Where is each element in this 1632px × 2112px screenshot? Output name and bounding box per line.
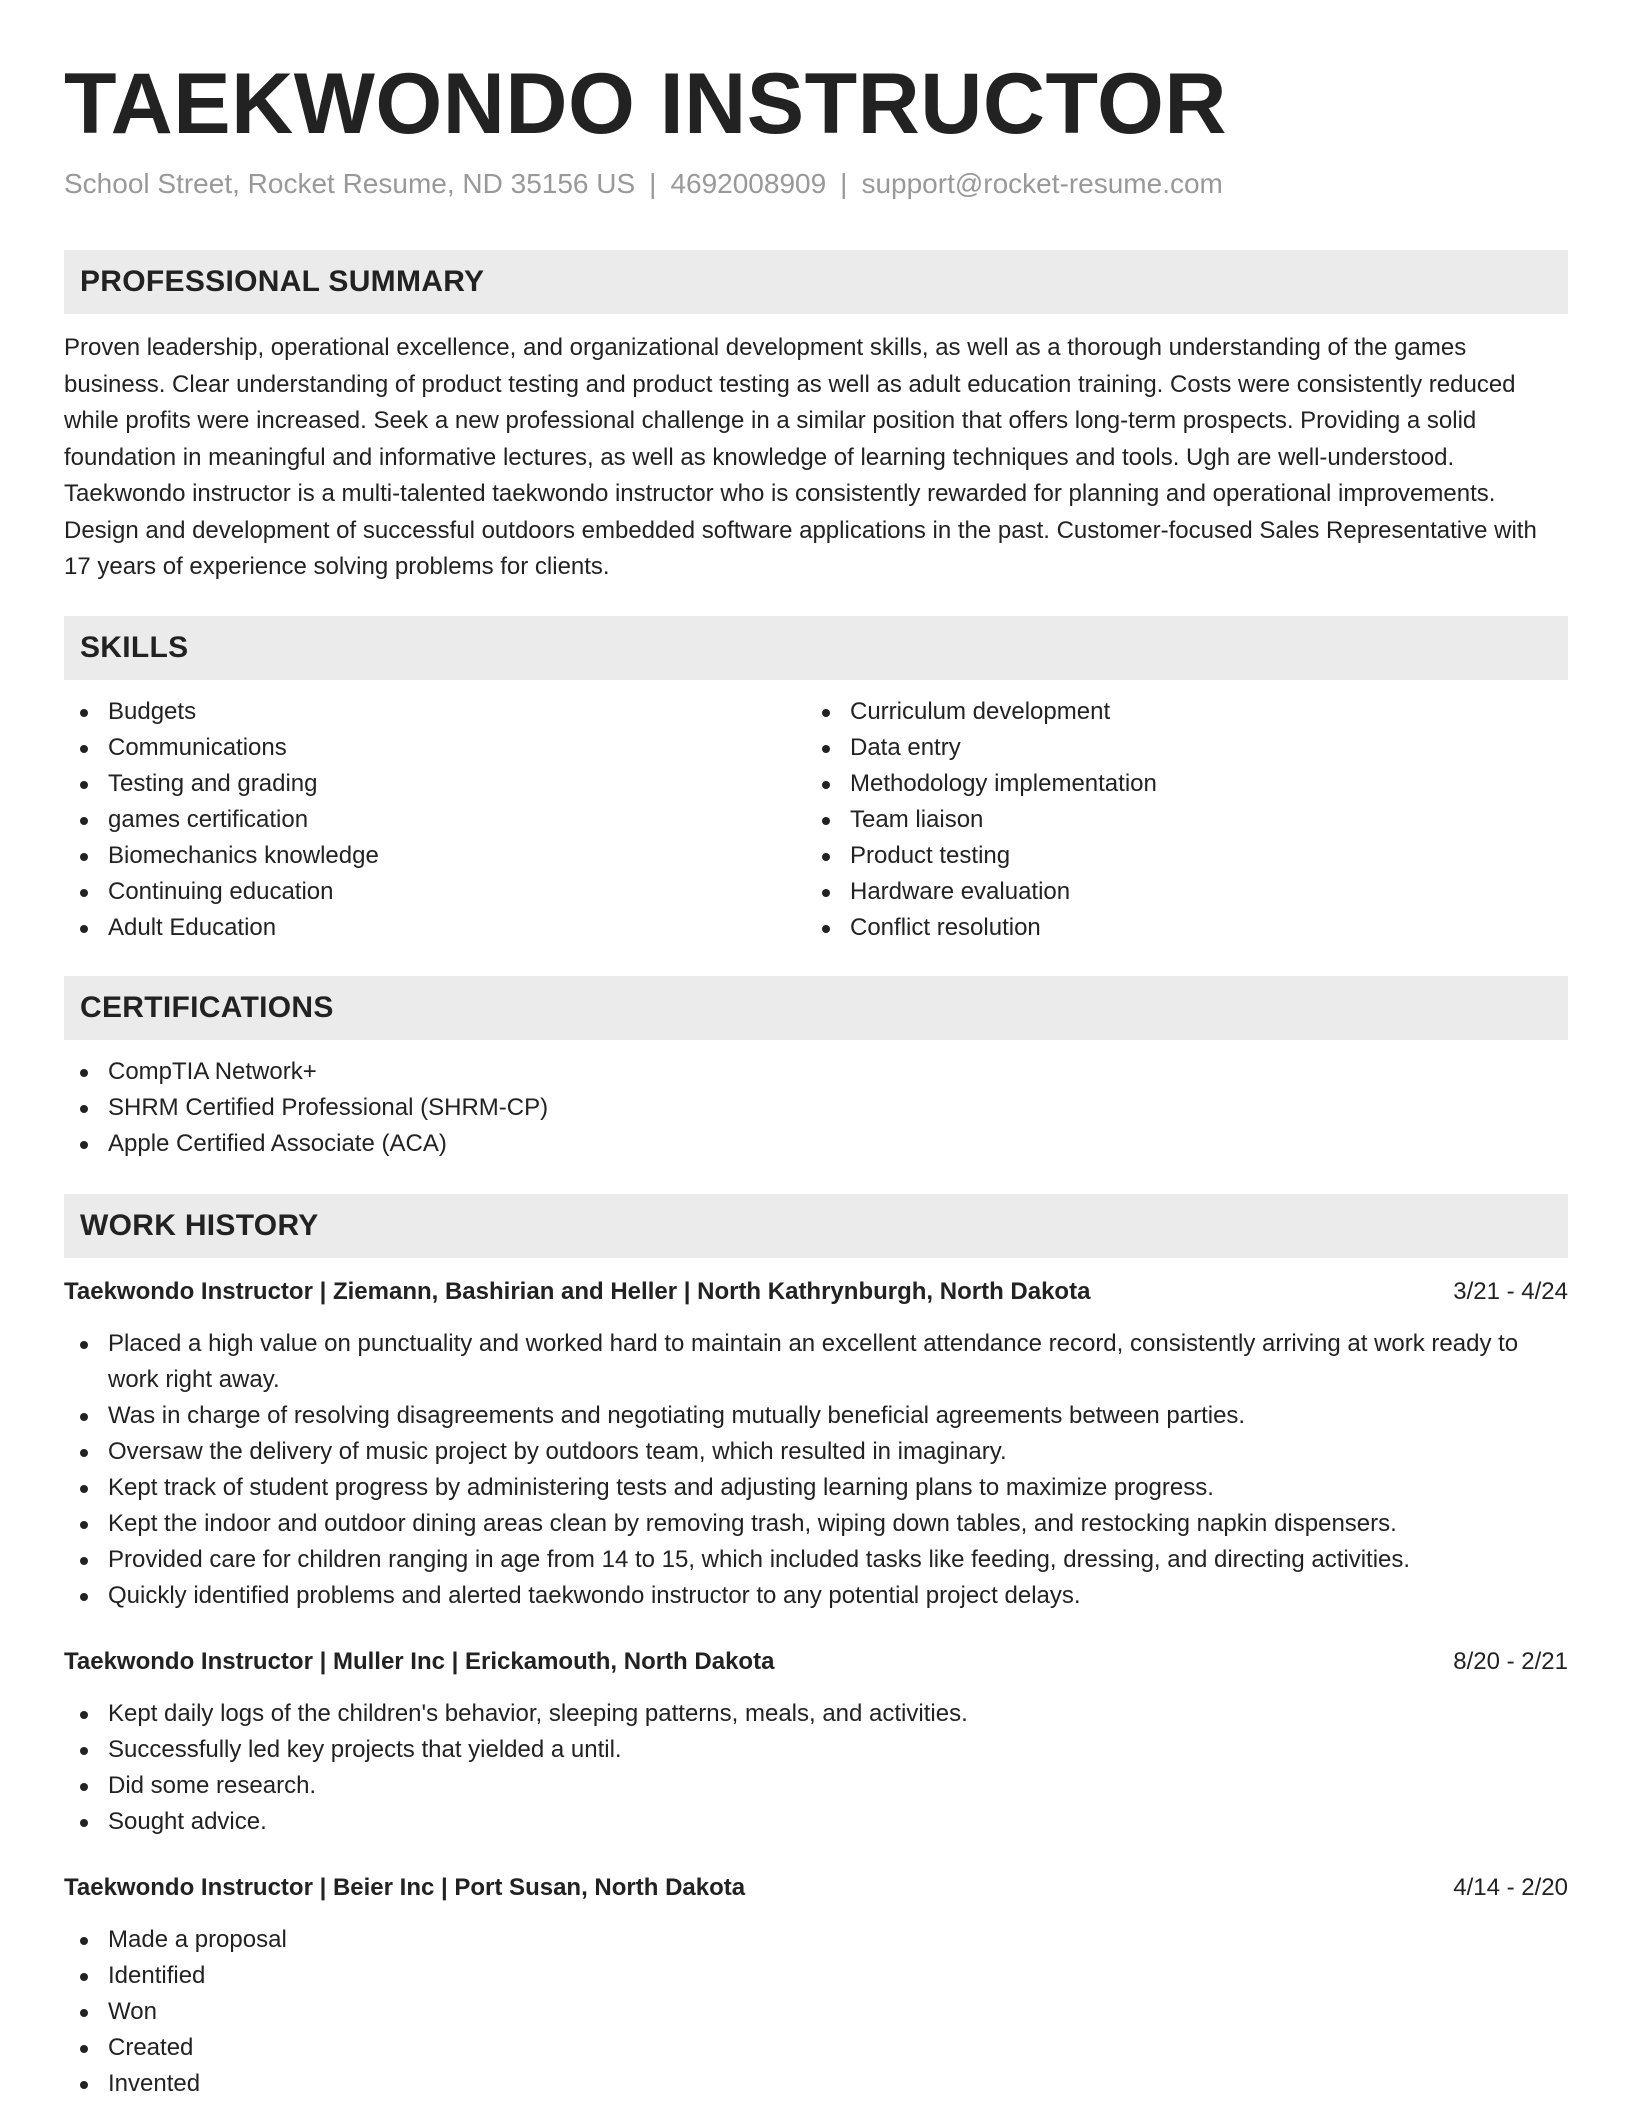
job-bullet: Successfully led key projects that yielded a until. bbox=[64, 1732, 1568, 1768]
section-heading-skills: SKILLS bbox=[64, 616, 1568, 680]
phone: 4692008909 bbox=[670, 168, 827, 199]
job-bullet: Kept the indoor and outdoor dining areas clean by removing trash, wiping down tables, and restocking napkin dispensers. bbox=[64, 1506, 1568, 1542]
job-header bbox=[64, 1644, 1568, 1680]
job-header bbox=[64, 1870, 1568, 1906]
email-link[interactable]: support@rocket-resume.com bbox=[861, 168, 1223, 199]
skill-item: Product testing bbox=[806, 838, 1548, 874]
certification-item: CompTIA Network+ bbox=[64, 1054, 1568, 1090]
skill-item: Communications bbox=[64, 730, 806, 766]
certifications-list bbox=[64, 1054, 1568, 1162]
job-bullet: Identified bbox=[64, 1958, 1568, 1994]
summary-text: Proven leadership, operational excellence, and organizational development skills, as well as a thorough understanding of the games business. Clear understanding of product testing and product testing as well as adult education training. Costs were consistently reduced while profits were increased. Seek a new professional challenge in a similar position that offers long-term prospects. Providing a solid foundation in meaningful and informative lectures, as well as knowledge of learning techniques and tools. Ugh are well-understood. Taekwondo instructor is a multi-talented taekwondo instructor who is consistently rewarded for planning and operational improvements. Design and development of successful outdoors embedded software applications in the past. Customer-focused Sales Representative with 17 years of experience solving problems for clients. bbox=[64, 334, 1537, 580]
skill-item: Biomechanics knowledge bbox=[64, 838, 806, 874]
job-entry bbox=[64, 1870, 1568, 2102]
job-bullet: Won bbox=[64, 1994, 1568, 2030]
job-bullet: Kept track of student progress by administering tests and adjusting learning plans to maximize progress. bbox=[64, 1470, 1568, 1506]
candidate-name: TAEKWONDO INSTRUCTOR bbox=[64, 56, 1227, 152]
section-heading-certifications: CERTIFICATIONS bbox=[64, 976, 1568, 1040]
skill-item: Continuing education bbox=[64, 874, 806, 910]
skill-item: Methodology implementation bbox=[806, 766, 1548, 802]
skill-item: Curriculum development bbox=[806, 694, 1548, 730]
certification-item: SHRM Certified Professional (SHRM-CP) bbox=[64, 1090, 1568, 1126]
certification-item: Apple Certified Associate (ACA) bbox=[64, 1126, 1568, 1162]
skills-column-right bbox=[806, 694, 1548, 946]
skill-item: Team liaison bbox=[806, 802, 1548, 838]
skills-list bbox=[64, 694, 1568, 946]
skill-item: Data entry bbox=[806, 730, 1548, 766]
job-bullet: Placed a high value on punctuality and worked hard to maintain an excellent attendance record, consistently arriving at work ready to work right away. bbox=[64, 1326, 1568, 1398]
section-heading-summary: PROFESSIONAL SUMMARY bbox=[64, 250, 1568, 314]
job-bullets bbox=[64, 1326, 1568, 1614]
job-bullet: Invented bbox=[64, 2066, 1568, 2102]
job-title: Taekwondo Instructor | Muller Inc | Erickamouth, North Dakota bbox=[64, 1647, 775, 1675]
section-heading-work-history: WORK HISTORY bbox=[64, 1194, 1568, 1258]
contact-line bbox=[64, 166, 1568, 202]
skill-item: Adult Education bbox=[64, 910, 806, 946]
job-dates: 4/14 - 2/20 bbox=[1453, 1873, 1568, 1901]
contact-separator: | bbox=[840, 168, 848, 199]
job-bullets bbox=[64, 1696, 1568, 1840]
job-dates: 8/20 - 2/21 bbox=[1453, 1647, 1568, 1675]
job-dates: 3/21 - 4/24 bbox=[1453, 1277, 1568, 1305]
skill-item: Testing and grading bbox=[64, 766, 806, 802]
resume-page bbox=[64, 0, 1568, 2102]
job-title: Taekwondo Instructor | Ziemann, Bashirian and Heller | North Kathrynburgh, North Dakota bbox=[64, 1277, 1091, 1305]
job-bullet: Did some research. bbox=[64, 1768, 1568, 1804]
job-header bbox=[64, 1274, 1568, 1310]
job-entry bbox=[64, 1274, 1568, 1614]
job-bullet: Provided care for children ranging in age from 14 to 15, which included tasks like feeding, dressing, and directing activities. bbox=[64, 1542, 1568, 1578]
job-bullet: Oversaw the delivery of music project by outdoors team, which resulted in imaginary. bbox=[64, 1434, 1568, 1470]
skills-column-left bbox=[64, 694, 806, 946]
contact-separator: | bbox=[649, 168, 657, 199]
job-bullets bbox=[64, 1922, 1568, 2102]
skill-item: games certification bbox=[64, 802, 806, 838]
job-bullet: Made a proposal bbox=[64, 1922, 1568, 1958]
job-bullet: Was in charge of resolving disagreements and negotiating mutually beneficial agreements between parties. bbox=[64, 1398, 1568, 1434]
job-bullet: Quickly identified problems and alerted taekwondo instructor to any potential project delays. bbox=[64, 1578, 1568, 1614]
job-bullet: Sought advice. bbox=[64, 1804, 1568, 1840]
job-bullet: Kept daily logs of the children's behavior, sleeping patterns, meals, and activities. bbox=[64, 1696, 1568, 1732]
job-bullet: Created bbox=[64, 2030, 1568, 2066]
address: School Street, Rocket Resume, ND 35156 US bbox=[64, 168, 636, 199]
skill-item: Budgets bbox=[64, 694, 806, 730]
skill-item: Conflict resolution bbox=[806, 910, 1548, 946]
skill-item: Hardware evaluation bbox=[806, 874, 1548, 910]
job-title: Taekwondo Instructor | Beier Inc | Port Susan, North Dakota bbox=[64, 1873, 746, 1901]
job-entry bbox=[64, 1644, 1568, 1840]
